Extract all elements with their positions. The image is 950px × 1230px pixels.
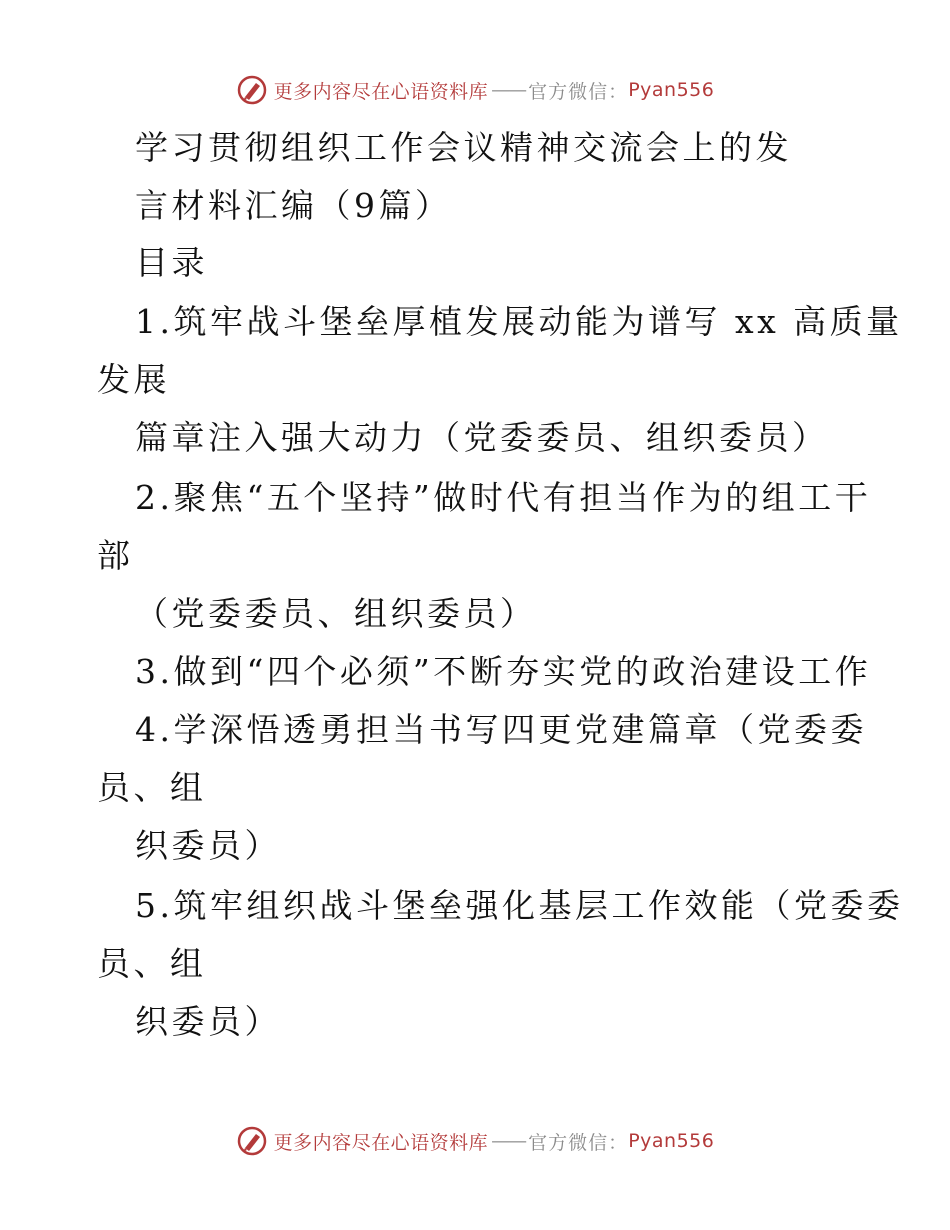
toc-item-2-line-2: 部 (97, 536, 134, 575)
watermark-wechat-id: Pyan556 (628, 79, 715, 101)
watermark-header (0, 70, 950, 110)
toc-item-4-line-2: 员、组 (97, 768, 207, 807)
toc-item-3: 3.做到“四个必须”不断夯实党的政治建设工作 (135, 652, 872, 691)
document-title-line-2: 言材料汇编（9篇） (135, 186, 452, 225)
toc-item-4-line-3: 织委员） (135, 826, 281, 865)
toc-item-5-line-3: 织委员） (135, 1002, 281, 1041)
toc-item-2-line-3: （党委委员、组织委员） (135, 594, 537, 633)
watermark-footer (0, 1121, 950, 1161)
toc-item-1-line-3: 篇章注入强大动力（党委委员、组织委员） (135, 418, 829, 457)
watermark-wechat-label: 官方微信： (528, 80, 629, 103)
document-title-line-1: 学习贯彻组织工作会议精神交流会上的发 (135, 128, 792, 167)
pen-logo-icon (236, 1125, 268, 1157)
toc-item-1-line-2: 发展 (97, 360, 170, 399)
watermark-separator: —— (491, 1130, 526, 1152)
watermark-main-text: 更多内容尽在心语资料库 (273, 1131, 489, 1154)
pen-logo-icon (236, 74, 268, 106)
watermark-wechat-id: Pyan556 (628, 1130, 715, 1152)
watermark-wechat-label: 官方微信： (528, 1131, 629, 1154)
toc-item-5-line-2: 员、组 (97, 944, 207, 983)
watermark-separator: —— (491, 79, 526, 101)
toc-item-5-line-1: 5.筑牢组织战斗堡垒强化基层工作效能（党委委 (135, 886, 904, 925)
watermark-main-text: 更多内容尽在心语资料库 (273, 80, 489, 103)
toc-item-2-line-1: 2.聚焦“五个坚持”做时代有担当作为的组工干 (135, 478, 872, 517)
toc-item-4-line-1: 4.学深悟透勇担当书写四更党建篇章（党委委 (135, 710, 867, 749)
toc-item-1-line-1: 1.筑牢战斗堡垒厚植发展动能为谱写 xx 高质量 (135, 302, 903, 341)
toc-heading: 目录 (135, 243, 208, 282)
